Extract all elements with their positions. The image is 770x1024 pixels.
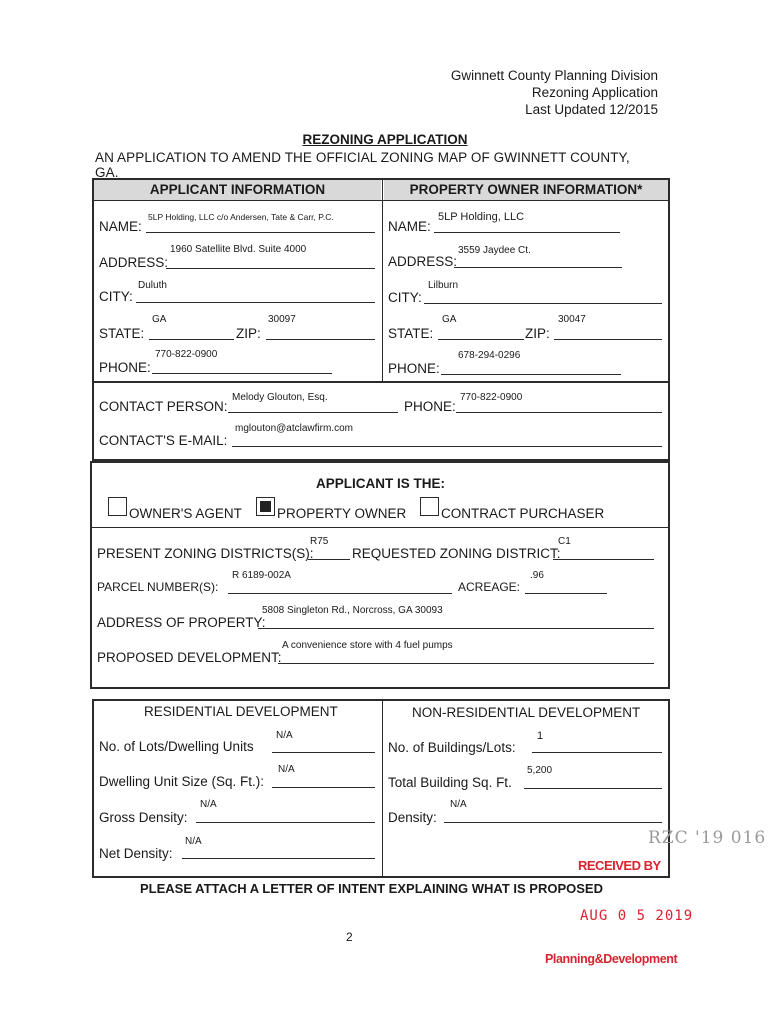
- lots-value[interactable]: N/A: [276, 730, 293, 741]
- owner-city-label: CITY:: [388, 290, 422, 305]
- owner-address-label: ADDRESS:: [388, 254, 458, 269]
- applicant-zip-label: ZIP:: [236, 326, 261, 341]
- received-date-stamp: AUG 0 5 2019: [580, 908, 694, 924]
- applicant-phone-label: PHONE:: [99, 360, 151, 375]
- unit-size-label: Dwelling Unit Size (Sq. Ft.):: [99, 774, 265, 789]
- lots-label: No. of Lots/Dwelling Units: [99, 739, 254, 754]
- applicant-name-value[interactable]: 5LP Holding, LLC c/o Andersen, Tate & Carr, P.C.: [148, 212, 334, 222]
- proposed-development-label: PROPOSED DEVELOPMENT:: [97, 650, 282, 665]
- owners-agent-label: OWNER'S AGENT: [129, 506, 242, 521]
- acreage-label: ACREAGE:: [458, 580, 521, 594]
- acreage-value[interactable]: .96: [530, 570, 544, 581]
- owner-name-label: NAME:: [388, 219, 431, 234]
- applicant-address-value[interactable]: 1960 Satellite Blvd. Suite 4000: [170, 244, 307, 255]
- contract-purchaser-label: CONTRACT PURCHASER: [441, 506, 605, 521]
- property-owner-label: PROPERTY OWNER: [277, 506, 407, 521]
- page-number: 2: [346, 930, 353, 944]
- applicant-address-label: ADDRESS:: [99, 255, 169, 270]
- present-zoning-label: PRESENT ZONING DISTRICTS(S):: [97, 546, 314, 561]
- contact-email-value[interactable]: mglouton@atclawfirm.com: [235, 423, 353, 434]
- contact-person-label: CONTACT PERSON:: [99, 399, 228, 414]
- gross-density-value[interactable]: N/A: [200, 799, 217, 810]
- density-value[interactable]: N/A: [450, 799, 467, 810]
- owner-zip-label: ZIP:: [525, 326, 550, 341]
- applicant-state-label: STATE:: [99, 326, 145, 341]
- applicant-city-label: CITY:: [99, 289, 133, 304]
- buildings-label: No. of Buildings/Lots:: [388, 740, 516, 755]
- header-line-form: Rezoning Application: [531, 85, 658, 100]
- owner-phone-label: PHONE:: [388, 361, 440, 376]
- buildings-value[interactable]: 1: [537, 730, 544, 742]
- owner-info-heading: PROPERTY OWNER INFORMATION*: [384, 180, 668, 200]
- nonresidential-heading: NON-RESIDENTIAL DEVELOPMENT: [412, 705, 641, 720]
- applicant-name-label: NAME:: [99, 219, 142, 234]
- requested-zoning-value[interactable]: C1: [558, 536, 571, 547]
- planning-development-stamp: Planning&Development: [545, 952, 678, 966]
- applicant-city-value[interactable]: Duluth: [138, 280, 167, 291]
- contract-purchaser-checkbox[interactable]: [420, 497, 439, 516]
- building-sqft-value[interactable]: 5,200: [527, 765, 553, 776]
- proposed-development-value[interactable]: A convenience store with 4 fuel pumps: [282, 640, 453, 651]
- present-zoning-value[interactable]: R75: [310, 536, 329, 547]
- owner-address-value[interactable]: 3559 Jaydee Ct.: [458, 245, 531, 256]
- owners-agent-checkbox[interactable]: [108, 497, 127, 516]
- property-address-value[interactable]: 5808 Singleton Rd., Norcross, GA 30093: [262, 605, 443, 616]
- owner-zip-value[interactable]: 30047: [558, 314, 586, 325]
- applicant-info-heading: APPLICANT INFORMATION: [94, 180, 381, 200]
- contact-email-label: CONTACT'S E-MAIL:: [99, 433, 228, 448]
- building-sqft-label: Total Building Sq. Ft.: [388, 775, 512, 790]
- residential-heading: RESIDENTIAL DEVELOPMENT: [144, 704, 338, 719]
- contact-phone-label: PHONE:: [404, 399, 456, 414]
- letter-of-intent-note: PLEASE ATTACH A LETTER OF INTENT EXPLAINING WHAT IS PROPOSED: [140, 881, 603, 896]
- owner-city-value[interactable]: Lilburn: [428, 280, 459, 291]
- form-subtitle: AN APPLICATION TO AMEND THE OFFICIAL ZONING MAP OF GWINNETT COUNTY, GA.: [95, 150, 630, 180]
- owner-name-value[interactable]: 5LP Holding, LLC: [438, 211, 525, 223]
- property-owner-checkbox[interactable]: [256, 497, 275, 516]
- applicant-phone-value[interactable]: 770-822-0900: [155, 349, 218, 360]
- applicant-state-value[interactable]: GA: [152, 314, 167, 325]
- unit-size-value[interactable]: N/A: [278, 764, 295, 775]
- header-line-division: Gwinnett County Planning Division: [450, 68, 658, 83]
- applicant-is-heading: APPLICANT IS THE:: [316, 476, 446, 491]
- owner-state-value[interactable]: GA: [442, 314, 457, 325]
- owner-phone-value[interactable]: 678-294-0296: [458, 350, 521, 361]
- gross-density-label: Gross Density:: [99, 810, 188, 825]
- owner-state-label: STATE:: [388, 326, 434, 341]
- contact-section: [92, 381, 670, 461]
- net-density-label: Net Density:: [99, 846, 173, 861]
- received-by-stamp: RECEIVED BY: [578, 858, 661, 873]
- case-number-stamp: RZC '19 016: [648, 828, 767, 848]
- contact-person-value[interactable]: Melody Glouton, Esq.: [232, 392, 328, 403]
- net-density-value[interactable]: N/A: [185, 836, 202, 847]
- header-line-updated: Last Updated 12/2015: [525, 102, 658, 117]
- parcel-number-label: PARCEL NUMBER(S):: [97, 580, 219, 594]
- applicant-zip-value[interactable]: 30097: [268, 314, 296, 325]
- density-label: Density:: [388, 810, 437, 825]
- form-title: REZONING APPLICATION: [302, 132, 468, 147]
- property-address-label: ADDRESS OF PROPERTY:: [97, 615, 266, 630]
- contact-phone-value[interactable]: 770-822-0900: [460, 392, 523, 403]
- parcel-number-value[interactable]: R 6189-002A: [232, 570, 291, 581]
- requested-zoning-label: REQUESTED ZONING DISTRICT:: [352, 546, 561, 561]
